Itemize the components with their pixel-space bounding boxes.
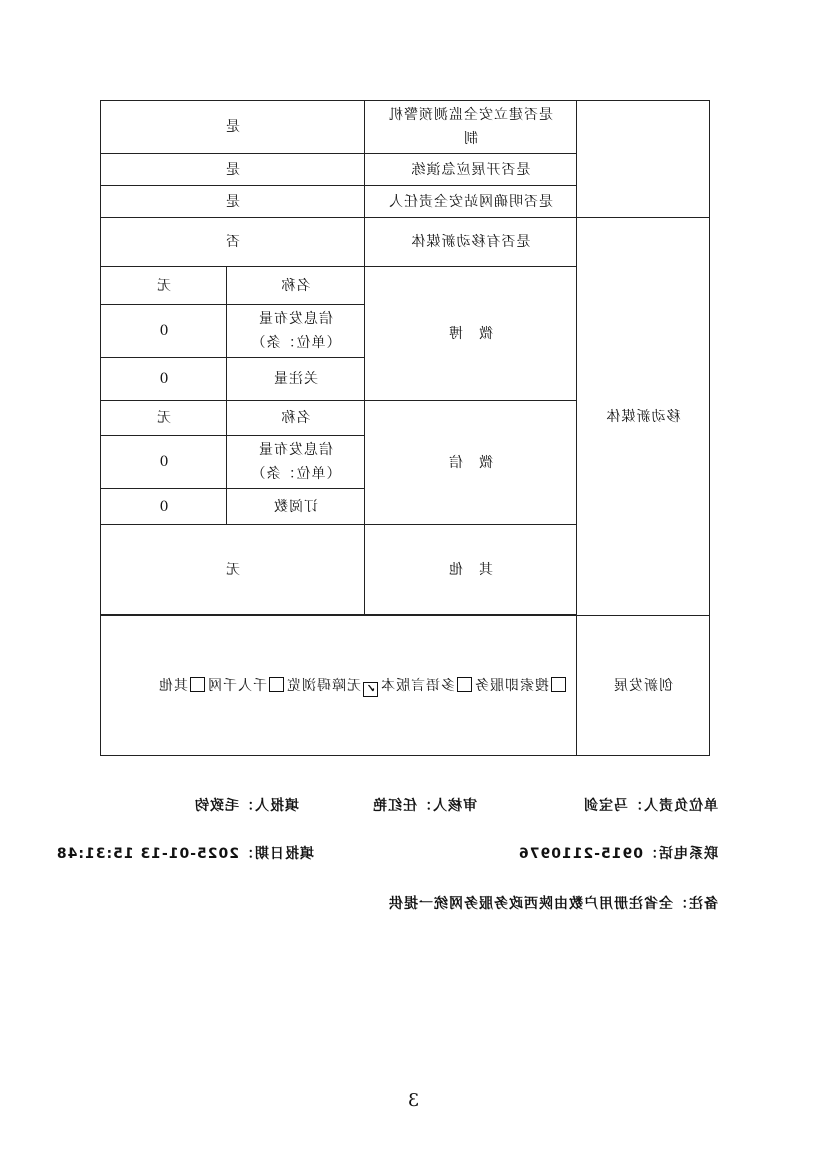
weibo-label: 微 博 bbox=[365, 267, 577, 401]
innovation-option[interactable] bbox=[286, 678, 380, 694]
other-value: 无 bbox=[101, 525, 365, 615]
note: 备注：全省注册用户数由陕西政务服务网统一提供 bbox=[388, 896, 718, 912]
innovation-option[interactable] bbox=[207, 678, 286, 694]
weibo-name-value: 无 bbox=[101, 267, 227, 305]
unit-head: 单位负责人：马宝剑 bbox=[583, 798, 718, 814]
other-label: 其 他 bbox=[365, 525, 577, 615]
has-new-media-value: 否 bbox=[101, 218, 365, 267]
filler: 填报人：毛致钧 bbox=[194, 798, 299, 814]
drill-label: 是否开展应急演练 bbox=[365, 154, 577, 186]
empty-section-cell bbox=[577, 101, 710, 218]
wechat-posts-label-line2: （单位：条） bbox=[250, 466, 341, 482]
innovation-option-label: 多语言版本 bbox=[380, 677, 455, 694]
innovation-options bbox=[101, 616, 577, 756]
weibo-posts-label bbox=[227, 305, 365, 358]
checkbox-icon[interactable] bbox=[551, 677, 566, 692]
wechat-posts-label-line1: 信息发布量 bbox=[258, 442, 333, 458]
weibo-name-label: 名称 bbox=[227, 267, 365, 305]
phone: 联系电话：0915-2110976 bbox=[518, 846, 718, 862]
innovation-option[interactable] bbox=[380, 678, 474, 694]
innovation-option-label: 搜索即服务 bbox=[474, 677, 549, 694]
checkbox-icon[interactable] bbox=[269, 677, 284, 692]
innovation-option-label: 无障碍浏览 bbox=[286, 677, 361, 694]
wechat-label: 微 信 bbox=[365, 401, 577, 525]
checkbox-icon[interactable] bbox=[190, 677, 205, 692]
innovation-option-label: 其他 bbox=[158, 677, 188, 694]
weibo-follow-label: 关注量 bbox=[227, 358, 365, 401]
mobile-section-label: 移动新媒体 bbox=[577, 218, 710, 616]
officer-value: 是 bbox=[101, 186, 365, 218]
page-number: 3 bbox=[407, 1090, 420, 1111]
officer-label: 是否明确网站安全责任人 bbox=[365, 186, 577, 218]
monitoring-label: 是否建立安全监测预警机制 bbox=[365, 101, 577, 154]
weibo-follow-value: 0 bbox=[101, 358, 227, 401]
monitoring-value: 是 bbox=[101, 101, 365, 154]
checked-checkbox-icon[interactable] bbox=[363, 682, 378, 697]
wechat-subs-label: 订阅数 bbox=[227, 489, 365, 525]
innovation-label: 创新发展 bbox=[577, 616, 710, 756]
weibo-posts-value: 0 bbox=[101, 305, 227, 358]
innovation-option-label: 千人千网 bbox=[207, 677, 267, 694]
has-new-media-label: 是否有移动新媒体 bbox=[365, 218, 577, 267]
weibo-posts-label-line1: 信息发布量 bbox=[258, 311, 333, 327]
checkbox-icon[interactable] bbox=[457, 677, 472, 692]
wechat-posts-value: 0 bbox=[101, 436, 227, 489]
fill-date: 填报日期：2025-01-13 15:31:48 bbox=[55, 846, 314, 862]
wechat-posts-label bbox=[227, 436, 365, 489]
wechat-name-value: 无 bbox=[101, 401, 227, 436]
wechat-name-label: 名称 bbox=[227, 401, 365, 436]
weibo-posts-label-line2: （单位：条） bbox=[250, 335, 341, 351]
website-survey-table bbox=[100, 100, 710, 756]
innovation-option[interactable] bbox=[158, 678, 207, 694]
innovation-option[interactable] bbox=[474, 678, 568, 694]
drill-value: 是 bbox=[101, 154, 365, 186]
reviewer: 审核人：任红艳 bbox=[372, 798, 477, 814]
wechat-subs-value: 0 bbox=[101, 489, 227, 525]
